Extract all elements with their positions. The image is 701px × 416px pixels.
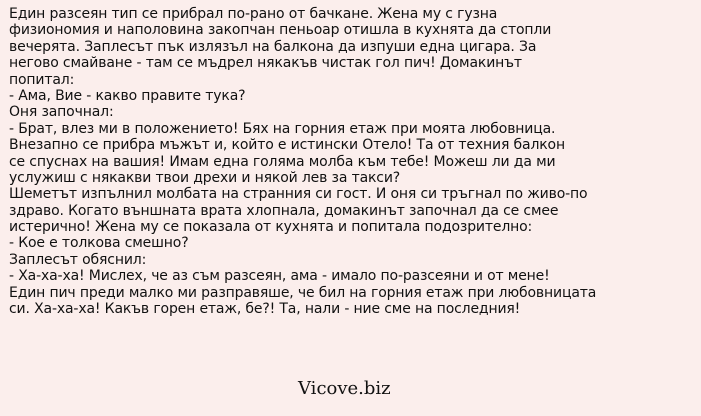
joke-line: Шеметът изпълнил молбата на странния си гост. И оня си тръгнал по живо-по bbox=[9, 186, 588, 203]
joke-line: Един разсеян тип се прибрал по-рано от бачкане. Жена му с гузна bbox=[9, 6, 498, 22]
joke-line: здраво. Когато външната врата хлопнала, домакинът започнал да се смее bbox=[9, 202, 559, 219]
joke-line: - Кое е толкова смешно? bbox=[9, 235, 189, 252]
joke-line: си. Ха-ха-ха! Какъв горен етаж, бе?! Та, нали - ние сме на последния! bbox=[9, 301, 521, 318]
joke-line: вечерята. Заплесът пък излязъл на балкона да изпуши една цигара. За bbox=[9, 38, 537, 55]
joke-line: Внезапно се прибра мъжът и, който е истински Отело! Та от техния балкон bbox=[9, 137, 565, 154]
joke-line: - Ама, Вие - какво правите тука? bbox=[9, 87, 246, 104]
joke-line: физиономия и наполовина закопчан пеньоар отишла в кухнята да стопли bbox=[9, 22, 552, 39]
joke-line: негово смайване - там се мъдрел някакъв чистак гол пич! Домакинът bbox=[9, 55, 522, 72]
joke-line: - Брат, влез ми в положението! Бях на горния етаж при моята любовница. bbox=[9, 120, 556, 137]
joke-line: - Ха-ха-ха! Мислех, че аз съм разсеян, ама - имало по-разсеяни и от мене! bbox=[9, 268, 550, 285]
joke-line: се спуснах на вашия! Имам една голяма молба към тебе! Можеш ли да ми bbox=[9, 153, 556, 170]
joke-line: попитал: bbox=[9, 71, 75, 88]
site-watermark: Vicove.biz bbox=[298, 378, 391, 399]
joke-line: услужиш с някакви твои дрехи и някой лев за такси? bbox=[9, 169, 401, 186]
joke-line: Заплесът обяснил: bbox=[9, 251, 147, 268]
joke-line: Оня започнал: bbox=[9, 104, 114, 121]
joke-text bbox=[9, 6, 699, 317]
joke-line: истерично! Жена му се показала от кухнята и попитала подозрително: bbox=[9, 219, 533, 236]
joke-line: Един пич преди малко ми разправяше, че бил на горния етаж при любовницата bbox=[9, 284, 597, 301]
